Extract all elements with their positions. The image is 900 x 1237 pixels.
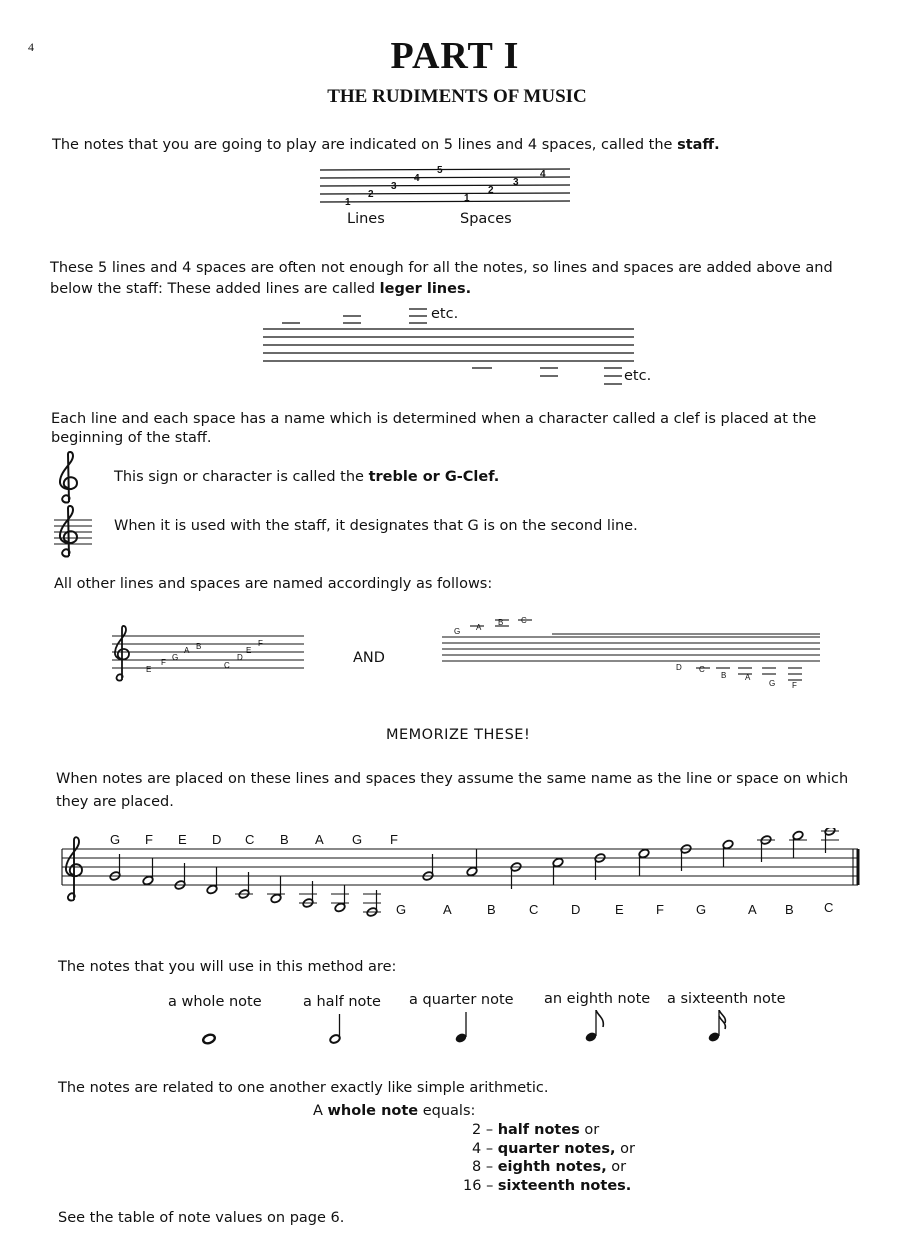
space-number: 1 [464, 193, 470, 204]
whole-equals-prefix: A [313, 1103, 328, 1119]
scale-bottom-letter: E [615, 902, 624, 917]
equals-dash: – [485, 1159, 494, 1175]
whole-equals-bold: whole note [327, 1103, 419, 1119]
scale-top-letter: G [110, 832, 121, 847]
memorize-heading: MEMORIZE THESE! [386, 727, 531, 743]
whole-note-icon [202, 1033, 216, 1045]
scale-top-letter: G [352, 832, 363, 847]
below-letter: A [745, 673, 751, 682]
above-letter: A [476, 623, 482, 632]
equals-after: or [606, 1159, 627, 1175]
space-number: 3 [513, 177, 519, 188]
scale-top-letter: D [212, 832, 222, 847]
above-letter: C [521, 616, 527, 625]
staff-intro-text [52, 137, 720, 153]
scale-bottom-letter: C [824, 900, 834, 915]
scale-top-letter: F [390, 832, 398, 847]
treble-clef-text [114, 469, 499, 485]
equals-row [472, 1159, 626, 1175]
scale-top-letter: F [145, 832, 153, 847]
scale-bottom-letter: A [748, 902, 757, 917]
equals-dash: – [485, 1122, 494, 1138]
placement-text-line2: they are placed. [56, 794, 174, 810]
page-subtitle: THE RUDIMENTS OF MUSIC [327, 86, 587, 107]
quarter-note-icon [454, 1012, 467, 1044]
quarter-note-label: a quarter note [409, 992, 514, 1008]
line-number: 4 [414, 173, 420, 184]
g-line-text: When it is used with the staff, it designates that G is on the second line. [114, 518, 638, 534]
equals-dash: – [486, 1178, 494, 1194]
above-letter: B [498, 618, 504, 627]
equals-row [463, 1178, 631, 1194]
etc-above: etc. [431, 306, 459, 322]
above-letter: G [454, 627, 461, 636]
treble-clef-bold: treble or G-Clef. [368, 469, 500, 485]
half-note-icon [329, 1014, 341, 1044]
note-types-intro: The notes that you will use in this method are: [58, 959, 397, 975]
staff-letter: G [172, 653, 179, 662]
equals-count: 8 [472, 1159, 482, 1175]
page-number: 4 [28, 40, 34, 54]
equals-label: half notes [497, 1122, 580, 1138]
below-letter: B [721, 671, 727, 680]
equals-count: 2 [472, 1122, 482, 1138]
spaces-label: Spaces [460, 211, 512, 227]
staff-letter: F [258, 639, 263, 648]
sixteenth-note-icon [707, 1010, 725, 1043]
leger-text-plain: below the staff: These added lines are called [50, 281, 380, 297]
names-intro: All other lines and spaces are named accordingly as follows: [54, 576, 493, 592]
scale-staff [60, 828, 866, 920]
equals-count: 4 [472, 1141, 482, 1157]
equals-row [472, 1141, 635, 1157]
equals-label: quarter notes, [497, 1141, 616, 1157]
half-note-label: a half note [303, 994, 381, 1010]
space-number: 4 [540, 169, 546, 180]
equals-after: or [579, 1122, 600, 1138]
equals-count: 16 [463, 1178, 482, 1194]
scale-bottom-letter: G [696, 902, 707, 917]
scale-bottom-letter: D [571, 902, 581, 917]
leger-text-line1: These 5 lines and 4 spaces are often not enough for all the notes, so lines and spaces are added above and [50, 260, 833, 276]
equals-label: sixteenth notes. [497, 1178, 632, 1194]
scale-notes [109, 828, 839, 917]
staff-letter: E [246, 646, 252, 655]
leger-text-bold: leger lines. [379, 281, 472, 297]
page-title: PART I [390, 35, 520, 77]
staff-letter: C [224, 661, 230, 670]
scale-bottom-letter: A [443, 902, 452, 917]
scale-top-letter: A [315, 832, 324, 847]
staff-letter: A [184, 646, 190, 655]
leger-letter-staff [440, 612, 820, 692]
eighth-note-icon [584, 1010, 603, 1043]
staff-letter: F [161, 658, 166, 667]
line-number: 3 [391, 181, 397, 192]
g-clef-staff-icon [52, 504, 112, 560]
staff-letter: E [146, 665, 152, 674]
clef-text-line2: beginning of the staff. [51, 430, 212, 446]
note-symbols [195, 1010, 735, 1050]
equals-dash: – [485, 1141, 494, 1157]
whole-note-label: a whole note [168, 994, 262, 1010]
scale-bottom-letter: B [487, 902, 496, 917]
treble-clef-icon [52, 450, 86, 506]
staff-letter: B [196, 642, 202, 651]
placement-text-line1: When notes are placed on these lines and spaces they assume the same name as the line or space on which [56, 771, 849, 787]
below-letter: G [769, 679, 776, 688]
equals-label: eighth notes, [497, 1159, 607, 1175]
scale-top-letter: C [245, 832, 255, 847]
clef-staff-letters [110, 622, 310, 684]
equals-after: or [615, 1141, 635, 1157]
below-letter: D [676, 663, 682, 672]
footer-note: See the table of note values on page 6. [58, 1210, 345, 1226]
scale-bottom-letter: B [785, 902, 794, 917]
scale-bottom-letter: F [656, 902, 664, 917]
eighth-note-label: an eighth note [544, 991, 651, 1007]
staff-letter: D [237, 653, 243, 662]
line-number: 1 [345, 197, 351, 208]
leger-text-line2 [50, 281, 471, 297]
lines-label: Lines [347, 211, 385, 227]
scale-top-letter: E [178, 832, 187, 847]
scale-bottom-letter: C [529, 902, 539, 917]
scale-top-letter: B [280, 832, 289, 847]
line-number: 2 [368, 189, 374, 200]
space-number: 2 [488, 185, 494, 196]
etc-below: etc. [624, 368, 652, 384]
staff-intro-plain: The notes that you are going to play are indicated on 5 lines and 4 spaces, called the [52, 137, 678, 153]
sixteenth-note-label: a sixteenth note [667, 991, 786, 1007]
line-number: 5 [437, 165, 443, 176]
treble-clef-plain: This sign or character is called the [114, 469, 369, 485]
equals-row [472, 1122, 599, 1138]
clef-text-line1: Each line and each space has a name which is determined when a character called a clef is placed at the [51, 411, 817, 427]
arithmetic-intro: The notes are related to one another exactly like simple arithmetic. [58, 1080, 549, 1096]
below-letter: F [792, 681, 797, 690]
whole-equals-suffix: equals: [418, 1103, 476, 1119]
whole-equals [313, 1103, 475, 1119]
below-letter: C [699, 665, 705, 674]
scale-bottom-letter: G [396, 902, 407, 917]
and-label: AND [353, 650, 385, 666]
staff-intro-bold: staff. [677, 137, 720, 153]
